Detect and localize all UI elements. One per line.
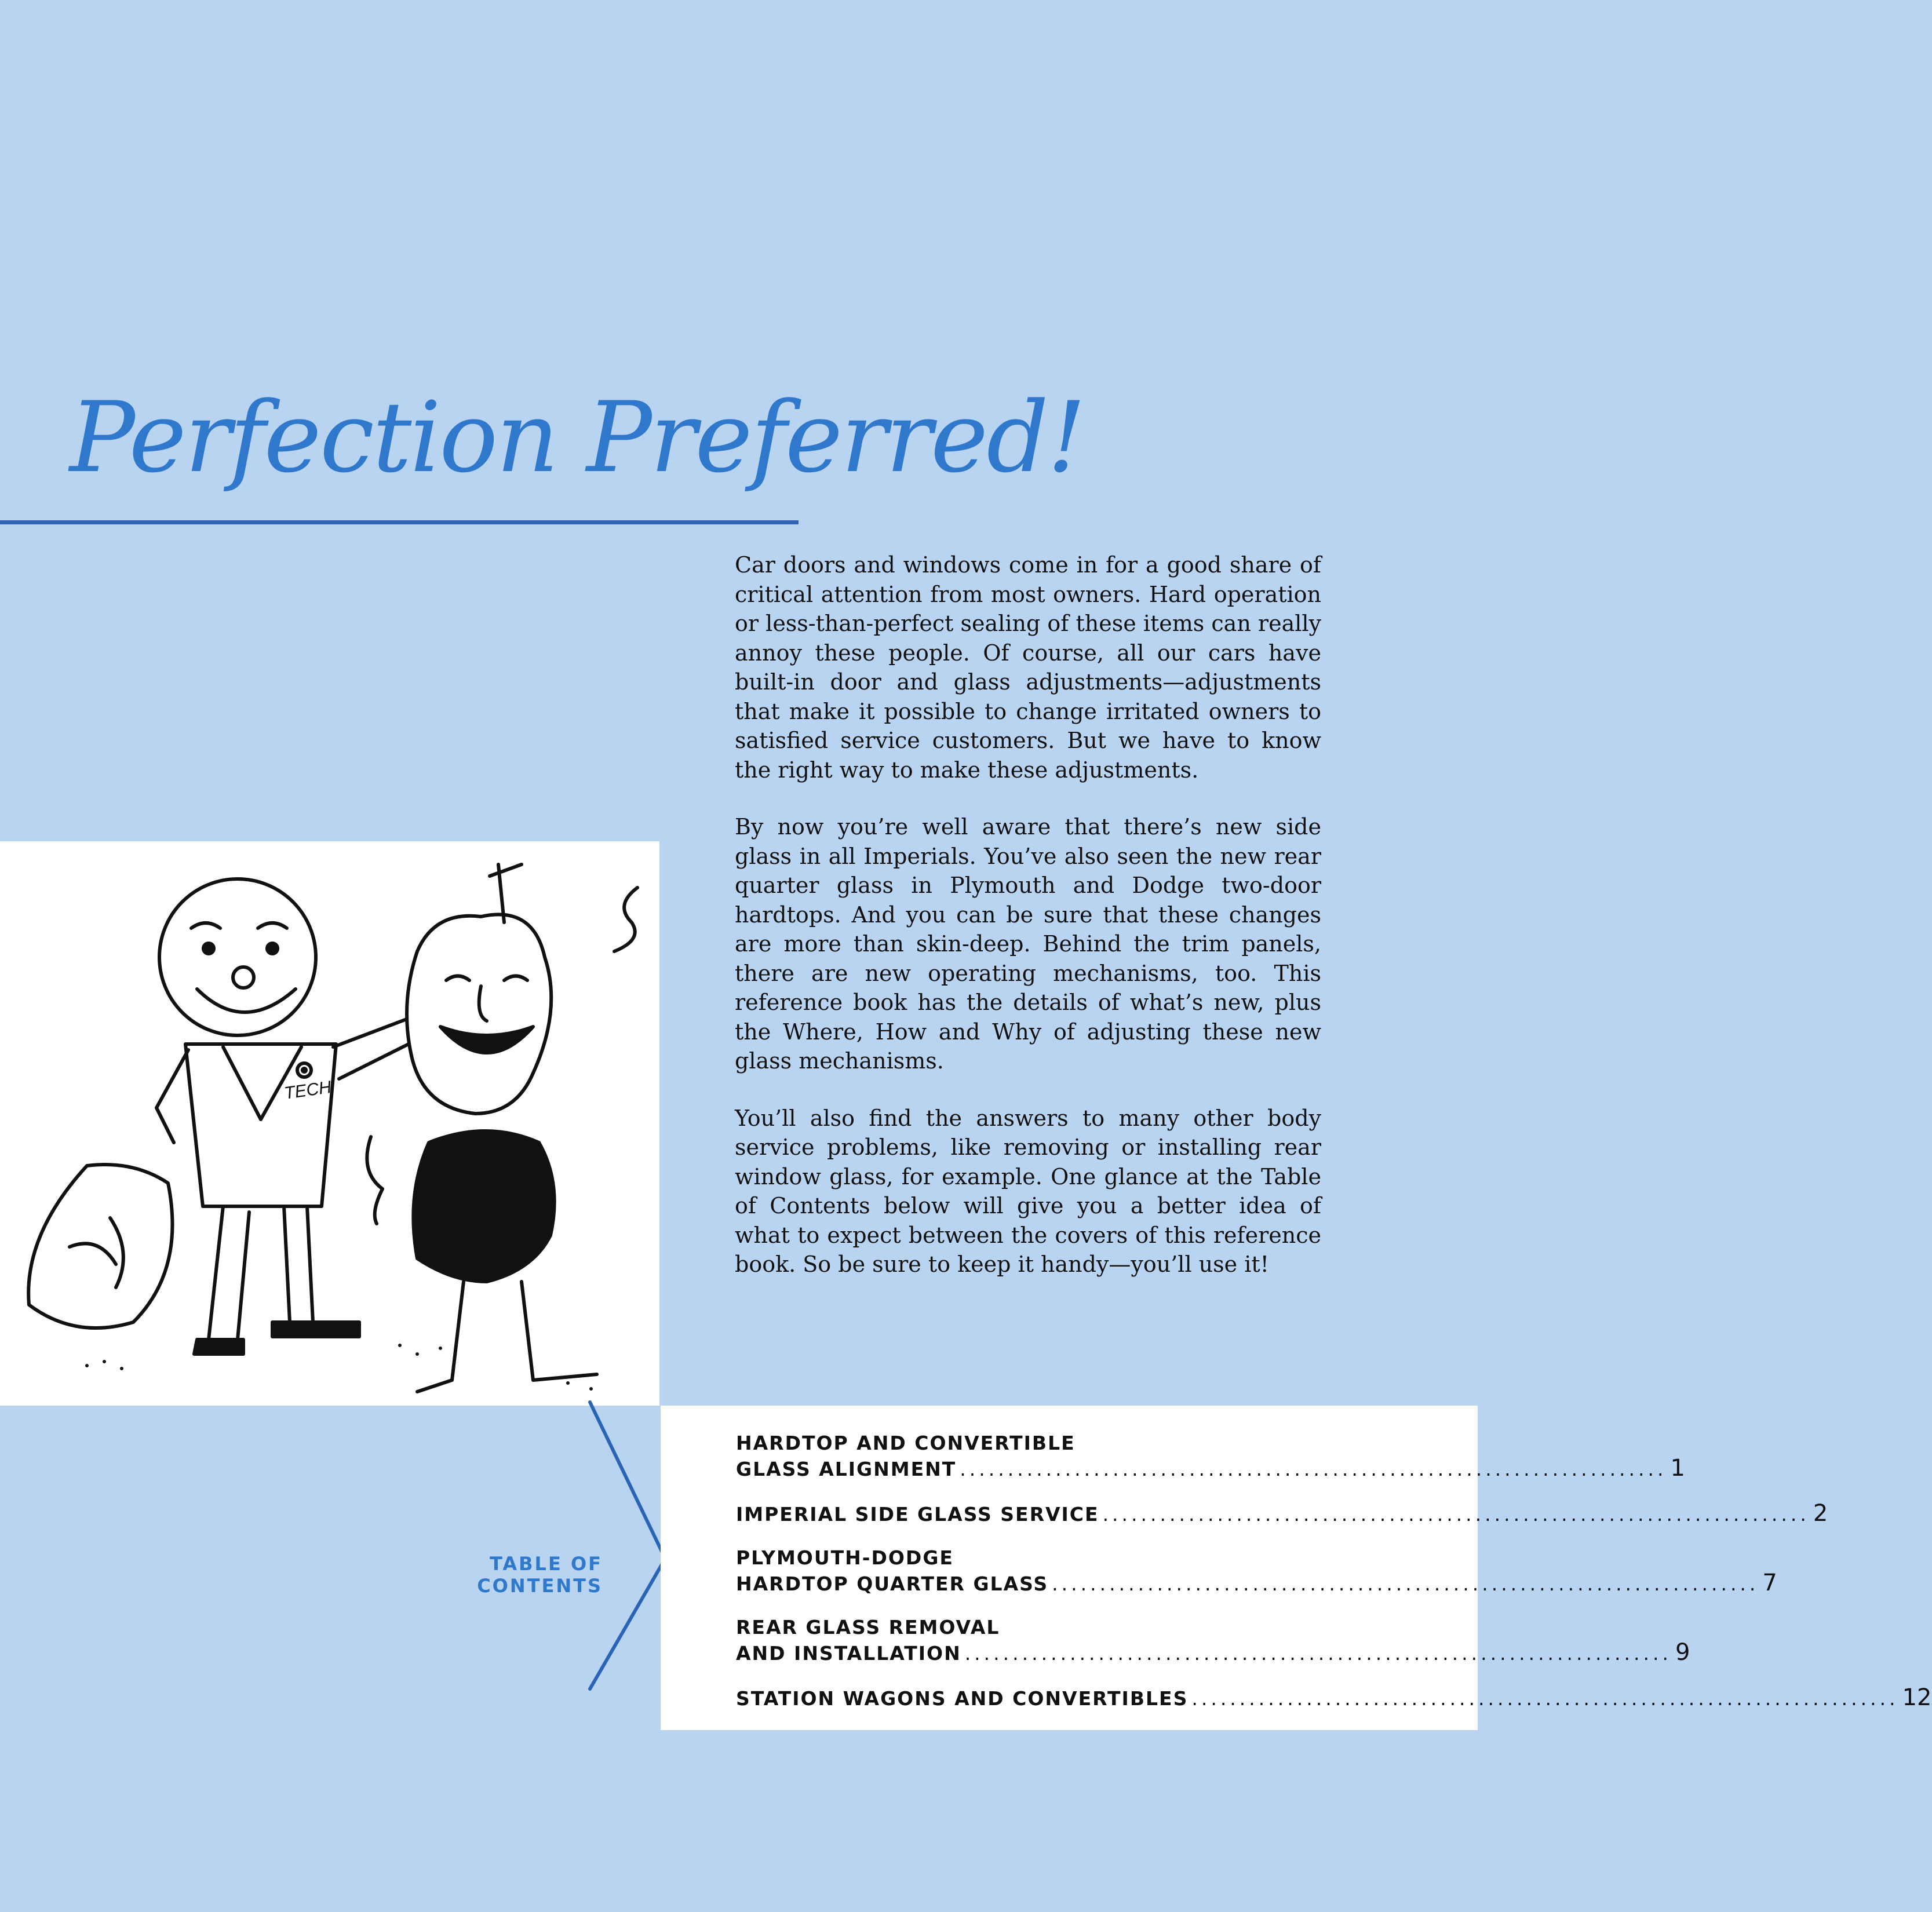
toc-leader-dots: .......................................................................... — [1191, 1687, 1899, 1710]
toc-leader-dots: .......................................................................... — [964, 1642, 1672, 1665]
toc-entry-title: AND INSTALLATION — [736, 1642, 961, 1665]
toc-entry-row — [736, 1500, 1828, 1527]
toc-entry-row — [736, 1684, 1932, 1711]
toc-entry-row — [736, 1639, 1690, 1666]
title-rule — [0, 520, 799, 524]
toc-entry-title: STATION WAGONS AND CONVERTIBLES — [736, 1687, 1189, 1710]
toc-entry-row — [736, 1570, 1777, 1596]
toc-entry-title: IMPERIAL SIDE GLASS SERVICE — [736, 1503, 1099, 1526]
toc-leader-dots: .......................................................................... — [1052, 1572, 1759, 1595]
illustration-panel — [0, 841, 659, 1406]
tech-badge-text: TECH — [283, 1077, 333, 1103]
toc-entry-title: GLASS ALIGNMENT — [736, 1458, 957, 1480]
intro-text — [735, 550, 1321, 1307]
toc-entry — [736, 1500, 1828, 1527]
toc-label: TABLE OF CONTENTS — [477, 1553, 603, 1597]
toc-entry — [736, 1615, 1690, 1666]
cartoon-illustration-icon — [0, 841, 659, 1406]
paragraph-1: Car doors and windows come in for a good share of critical attention from most owners. Hard operation or less-than-perfect sealing of these items can really annoy these people. Of course, all our cars have built-in door and glass adjustments—adjustments that make it possible to change irritated owners to satisfied service customers. But we have to know the right way to make these adjustments. — [735, 552, 1321, 783]
toc-entry-title: HARDTOP QUARTER GLASS — [736, 1572, 1049, 1595]
toc-entry-line: REAR GLASS REMOVAL — [736, 1616, 1000, 1639]
toc-entry — [736, 1684, 1932, 1711]
toc-list — [736, 1431, 1932, 1730]
toc-panel — [661, 1406, 1932, 1730]
toc-entry-row — [736, 1455, 1685, 1482]
toc-page-number: 1 — [1670, 1455, 1685, 1482]
toc-page-number: 7 — [1762, 1570, 1777, 1596]
toc-entry-line: HARDTOP AND CONVERTIBLE — [736, 1432, 1076, 1454]
toc-entry — [736, 1431, 1685, 1482]
toc-leader-dots: .......................................................................... — [960, 1458, 1667, 1480]
paragraph-3: You’ll also find the answers to many other body service problems, like removing or installing rear window glass, for example. One glance at the Table of Contents below will give you a better idea of what to expect between the covers of this reference book. So be sure to keep it handy—you’ll use it! — [735, 1105, 1321, 1277]
toc-page-number: 2 — [1813, 1500, 1828, 1527]
toc-leader-dots: .......................................................................... — [1102, 1503, 1810, 1526]
page-title: Perfection Preferred! — [70, 381, 1085, 494]
paragraph-2: By now you’re well aware that there’s new side glass in all Imperials. You’ve also seen the new rear quarter glass in Plymouth and Dodge two-door hardtops. And you can be sure that these changes are more than skin-deep. Behind the trim panels, there are new operating mechanisms, too. This reference book has the details of what’s new, plus the Where, How and Why of adjusting these new glass mechanisms. — [735, 814, 1321, 1074]
toc-page-number: 9 — [1675, 1639, 1690, 1666]
toc-entry-line: PLYMOUTH-DODGE — [736, 1546, 954, 1569]
toc-page-number: 12 — [1902, 1684, 1932, 1711]
toc-entry — [736, 1546, 1777, 1596]
